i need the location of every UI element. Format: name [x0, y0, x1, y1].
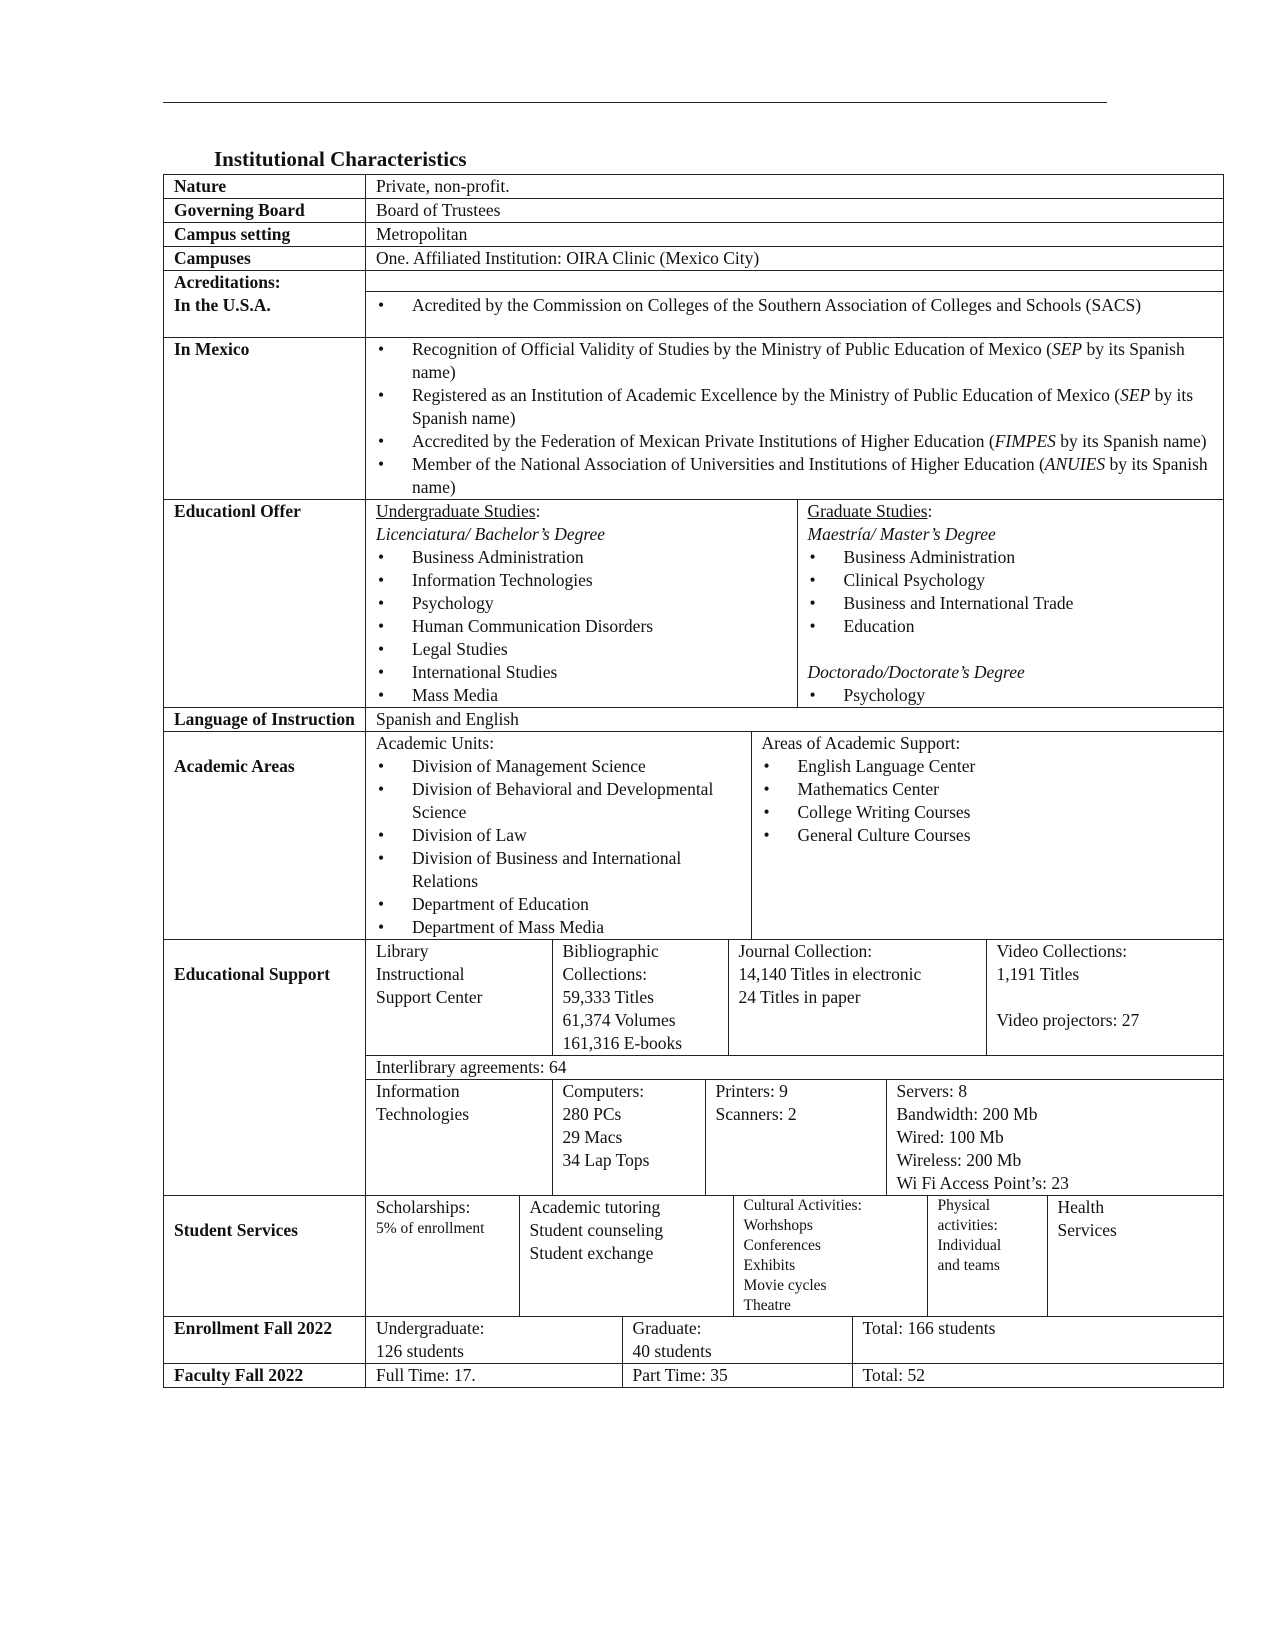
list-item: • Accredited by the Federation of Mexican Private Institutions of Higher Education (FIMPES by its Spanish name) [376, 430, 1213, 453]
list-item: • Human Communication Disorders [376, 615, 787, 638]
label-enrollment: Enrollment Fall 2022 [164, 1317, 366, 1364]
value-campuses: One. Affiliated Institution: OIRA Clinic (Mexico City) [366, 247, 1224, 271]
ug-degree: Licenciatura/ Bachelor’s Degree [376, 524, 606, 544]
row-student-services [164, 1196, 1224, 1317]
row-campuses [164, 247, 1224, 271]
label-accreditations: Acreditations: [174, 272, 281, 292]
list-item: • Division of Law [376, 824, 741, 847]
cell-line: 29 Macs [562, 1127, 623, 1147]
interlibrary-agreements: Interlibrary agreements: 64 [366, 1055, 1223, 1079]
value-language: Spanish and English [366, 708, 1224, 732]
list-item: • General Culture Courses [762, 824, 1214, 847]
list-item: • Legal Studies [376, 638, 787, 661]
row-mexico [164, 338, 1224, 500]
value-campus-setting: Metropolitan [366, 223, 1224, 247]
list-item: • International Studies [376, 661, 787, 684]
academic-support-list [762, 755, 1214, 847]
label-usa: In the U.S.A. [174, 295, 271, 315]
ug-programs [376, 546, 787, 707]
row-offer [164, 500, 1224, 708]
cell-line: Conferences [743, 1237, 821, 1254]
list-item: • English Language Center [762, 755, 1214, 778]
row-campus-setting [164, 223, 1224, 247]
cell-line: Computers: [562, 1081, 645, 1101]
list-item: • Division of Management Science [376, 755, 741, 778]
cell-line: 1,191 Titles [996, 964, 1080, 984]
usa-accreditation-list [376, 294, 1213, 317]
enrollment-undergraduate [366, 1317, 622, 1363]
label-nature: Nature [164, 175, 366, 199]
bibliographic-cell [552, 940, 728, 1055]
graduate-column: Graduate Studies: Maestría/ Master’s Degree • Business Administration • Clinical Psychology • Business and International Trade • Education Doctorado/Doctorate’s Degree • Psychology [797, 500, 1223, 707]
header-rule [163, 102, 1107, 103]
cell-line: 126 students [376, 1341, 464, 1361]
page-title: Institutional Characteristics [214, 147, 467, 171]
doc-degree: Doctorado/Doctorate’s Degree [807, 662, 1025, 682]
label-student-services: Student Services [174, 1220, 298, 1240]
cell-line: Servers: 8 [896, 1081, 967, 1101]
list-item: • Clinical Psychology [808, 569, 1214, 592]
value-governing: Board of Trustees [366, 199, 1224, 223]
cell-line [997, 986, 1214, 1009]
academic-units-list [376, 755, 741, 939]
cell-line: 61,374 Volumes [562, 1010, 676, 1030]
physical-cell [927, 1196, 1047, 1316]
list-item: • Mathematics Center [762, 778, 1214, 801]
cell-line: 161,316 E-books [562, 1033, 683, 1053]
computers-cell [552, 1080, 705, 1196]
cell-line: Worhshops [743, 1217, 813, 1234]
cell-line: Bibliographic [562, 941, 659, 961]
cell-line: Instructional [376, 964, 465, 984]
cell-line: 280 PCs [562, 1104, 622, 1124]
cell-line: Wireless: 200 Mb [896, 1150, 1022, 1170]
mexico-accreditation-list [376, 338, 1213, 499]
cell-line: Scanners: 2 [715, 1104, 797, 1124]
gr-heading: Graduate Studies [807, 501, 928, 521]
cell-line: Graduate: [632, 1318, 702, 1338]
label-faculty: Faculty Fall 2022 [164, 1364, 366, 1388]
label-campuses: Campuses [164, 247, 366, 271]
servers-cell [886, 1080, 1223, 1196]
cell-line: Collections: [562, 964, 648, 984]
cell-line: Technologies [376, 1104, 470, 1124]
label-educational-support: Educational Support [174, 964, 331, 984]
cell-line: 14,140 Titles in electronic [738, 964, 922, 984]
it-cell [366, 1080, 552, 1196]
faculty-full-time: Full Time: 17. [376, 1365, 476, 1385]
list-item: • Division of Business and International Relations [376, 847, 741, 893]
faculty-part-time: Part Time: 35 [622, 1364, 852, 1387]
list-item: • Psychology [376, 592, 787, 615]
printers-cell [705, 1080, 886, 1196]
acronym: ANUIES [1044, 454, 1106, 474]
cell-line: activities: [937, 1217, 998, 1234]
gr-programs [808, 546, 1214, 638]
cell-line: Services [1057, 1220, 1117, 1240]
list-item: • Information Technologies [376, 569, 787, 592]
acronym: SEP [1120, 385, 1151, 405]
list-item: • Member of the National Association of Universities and Institutions of Higher Education (ANUIES by its Spanish name) [376, 453, 1213, 499]
row-language [164, 708, 1224, 732]
cell-line: and teams [937, 1257, 1000, 1274]
cell-line: Exhibits [743, 1257, 796, 1274]
row-accreditations-usa [164, 271, 1224, 338]
undergraduate-column: Undergraduate Studies: Licenciatura/ Bachelor’s Degree • Business Administration • Information Technologies • Psychology • Human Communication Disorders • Legal Studies • International Studies • Mass Media [366, 500, 797, 707]
ug-heading: Undergraduate Studies [376, 501, 536, 521]
list-item: • Acredited by the Commission on Colleges of the Southern Association of Colleges and Schools (SACS) [376, 294, 1213, 317]
units-heading: Academic Units: [376, 733, 495, 753]
cell-line: Support Center [376, 987, 483, 1007]
cell-line: Journal Collection: [738, 941, 873, 961]
gr-degree: Maestría/ Master’s Degree [807, 524, 996, 544]
cell-line: Academic tutoring [529, 1197, 661, 1217]
cell-line: Student counseling [529, 1220, 664, 1240]
row-academic [164, 732, 1224, 940]
cell-line: Student exchange [529, 1243, 654, 1263]
list-item: • Recognition of Official Validity of Studies by the Ministry of Public Education of Mexico (SEP by its Spanish name) [376, 338, 1213, 384]
list-item: • Psychology [808, 684, 1214, 707]
cell-line: Wired: 100 Mb [896, 1127, 1004, 1147]
label-academic: Academic Areas [174, 756, 295, 776]
list-item: • Business and International Trade [808, 592, 1214, 615]
cell-line: Video projectors: 27 [996, 1010, 1140, 1030]
label-mexico: In Mexico [164, 338, 366, 500]
cell-line: Undergraduate: [376, 1318, 485, 1338]
value-nature: Private, non-profit. [366, 175, 1224, 199]
cell-line: Movie cycles [743, 1277, 827, 1294]
cell-line: Printers: 9 [715, 1081, 788, 1101]
list-item: • College Writing Courses [762, 801, 1214, 824]
video-cell [986, 940, 1223, 1055]
cell-line: 40 students [632, 1341, 712, 1361]
label-language: Language of Instruction [164, 708, 366, 732]
label-governing: Governing Board [164, 199, 366, 223]
characteristics-table [163, 174, 1224, 1388]
cell-line: Health [1057, 1197, 1105, 1217]
list-item: • Division of Behavioral and Developmental Science [376, 778, 741, 824]
academic-support-column [751, 732, 1223, 939]
acronym: FIMPES [994, 431, 1056, 451]
cell-line: Individual [937, 1237, 1002, 1254]
library-cell [366, 940, 552, 1055]
cell-line: Wi Fi Access Point’s: 23 [896, 1173, 1069, 1193]
list-item: • Business Administration [376, 546, 787, 569]
enrollment-total: Total: 166 students [852, 1317, 1223, 1363]
scholarships-cell: Scholarships: 5% of enrollment [376, 1197, 485, 1237]
tutoring-cell [519, 1196, 733, 1316]
cell-line: Physical [937, 1197, 991, 1214]
row-educational-support [164, 940, 1224, 1196]
support-heading: Areas of Academic Support: [761, 733, 961, 753]
row-governing [164, 199, 1224, 223]
enrollment-graduate [622, 1317, 852, 1363]
cell-line: Theatre [743, 1297, 791, 1314]
row-faculty [164, 1364, 1224, 1388]
row-nature [164, 175, 1224, 199]
cell-line: 34 Lap Tops [562, 1150, 650, 1170]
list-item: • Mass Media [376, 684, 787, 707]
list-item: • Department of Mass Media [376, 916, 741, 939]
faculty-total: Total: 52 [852, 1364, 1223, 1387]
health-cell [1047, 1196, 1223, 1316]
journal-cell [728, 940, 986, 1055]
cell-line: Bandwidth: 200 Mb [896, 1104, 1038, 1124]
list-item: • Registered as an Institution of Academic Excellence by the Ministry of Public Education of Mexico (SEP by its Spanish name) [376, 384, 1213, 430]
cell-line: 59,333 Titles [562, 987, 654, 1007]
row-enrollment [164, 1317, 1224, 1364]
cell-line: 24 Titles in paper [738, 987, 861, 1007]
list-item: • Business Administration [808, 546, 1214, 569]
list-item: • Department of Education [376, 893, 741, 916]
cell-line: Video Collections: [996, 941, 1128, 961]
cell-line: Information [376, 1081, 460, 1101]
cell-line: Cultural Activities: [743, 1197, 862, 1214]
doc-programs [808, 684, 1214, 707]
cultural-cell [733, 1196, 927, 1316]
academic-units-column [366, 732, 751, 939]
list-item: • Education [808, 615, 1214, 638]
acronym: SEP [1051, 339, 1083, 359]
label-campus-setting: Campus setting [164, 223, 366, 247]
label-offer: Educationl Offer [164, 500, 366, 708]
cell-line: Library [376, 941, 429, 961]
